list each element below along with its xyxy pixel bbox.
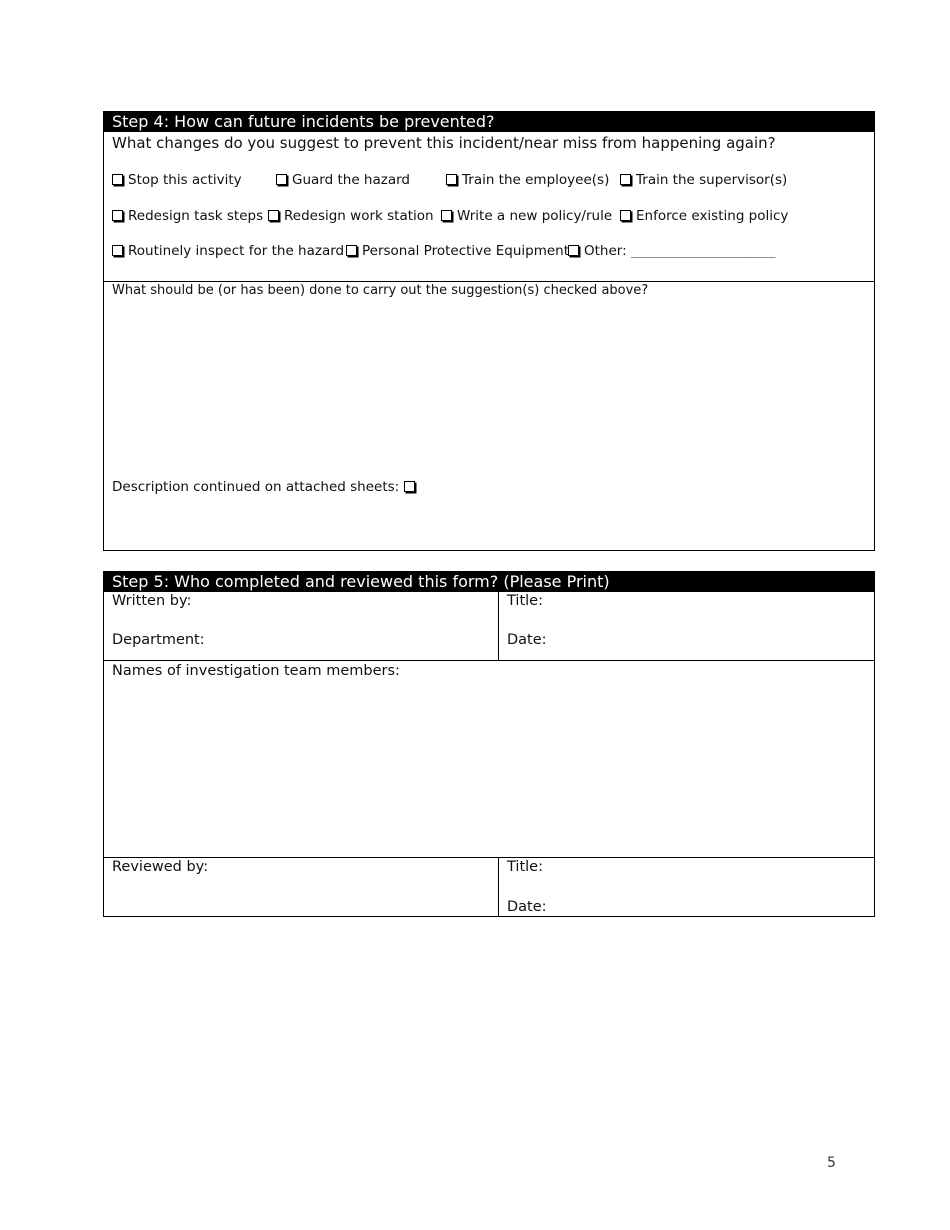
option-other[interactable]: Other: ____________________ — [568, 243, 775, 259]
option-train-supervisor[interactable]: Train the supervisor(s) — [620, 172, 787, 188]
option-redesign-work-station[interactable]: Redesign work station — [268, 208, 434, 224]
prevention-question: What changes do you suggest to prevent this incident/near miss from happening again? — [112, 134, 776, 152]
written-by-label: Written by: — [112, 593, 192, 609]
step5-section — [103, 571, 875, 917]
team-members-label: Names of investigation team members: — [112, 663, 400, 679]
checkbox-icon[interactable] — [441, 210, 452, 221]
date-label: Date: — [507, 632, 547, 648]
checkbox-icon[interactable] — [620, 210, 631, 221]
column-divider-top — [498, 592, 499, 661]
checkbox-icon[interactable] — [404, 481, 415, 492]
checkbox-icon[interactable] — [112, 174, 123, 185]
step5-header: Step 5: Who completed and reviewed this form? (Please Print) — [103, 571, 875, 592]
checkbox-icon[interactable] — [276, 174, 287, 185]
option-enforce-policy[interactable]: Enforce existing policy — [620, 208, 788, 224]
option-guard-hazard[interactable]: Guard the hazard — [276, 172, 410, 188]
step4-section — [103, 111, 875, 551]
step4-header: Step 4: How can future incidents be prevented? — [103, 111, 875, 132]
step4-body — [103, 132, 875, 551]
option-ppe[interactable]: Personal Protective Equipment — [346, 243, 569, 259]
reviewed-by-label: Reviewed by: — [112, 859, 209, 875]
date-label-2: Date: — [507, 899, 547, 915]
option-write-policy[interactable]: Write a new policy/rule — [441, 208, 612, 224]
checkbox-icon[interactable] — [268, 210, 279, 221]
checkbox-icon[interactable] — [620, 174, 631, 185]
option-routinely-inspect[interactable]: Routinely inspect for the hazard — [112, 243, 344, 259]
checkbox-icon[interactable] — [446, 174, 457, 185]
checkbox-icon[interactable] — [112, 245, 123, 256]
other-blank[interactable]: ____________________ — [630, 244, 776, 258]
step5-body — [103, 592, 875, 917]
option-redesign-task-steps[interactable]: Redesign task steps — [112, 208, 263, 224]
title-label-2: Title: — [507, 859, 543, 875]
followup-label: What should be (or has been) done to carry out the suggestion(s) checked above? — [112, 283, 649, 298]
page-number: 5 — [827, 1155, 836, 1171]
step4-divider — [104, 281, 874, 282]
checkbox-icon[interactable] — [112, 210, 123, 221]
continued-sheets[interactable]: Description continued on attached sheets: — [112, 479, 420, 495]
column-divider-bottom — [498, 857, 499, 916]
department-label: Department: — [112, 632, 205, 648]
step5-divider-2 — [104, 857, 874, 858]
checkbox-icon[interactable] — [346, 245, 357, 256]
checkbox-icon[interactable] — [568, 245, 579, 256]
option-train-employee[interactable]: Train the employee(s) — [446, 172, 609, 188]
title-label: Title: — [507, 593, 543, 609]
step5-divider-1 — [104, 660, 874, 661]
option-stop-activity[interactable]: Stop this activity — [112, 172, 242, 188]
